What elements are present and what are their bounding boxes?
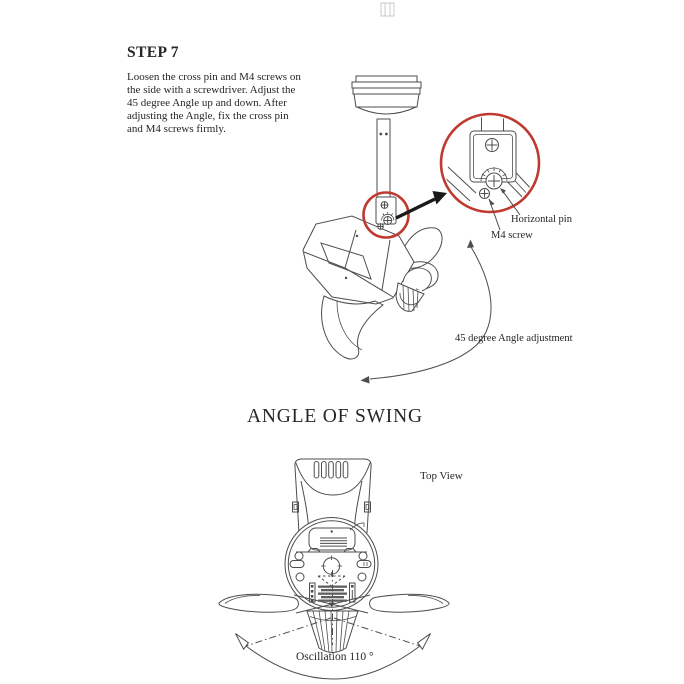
phillips-screw-icon [381,202,388,209]
instruction-line: Loosen the cross pin and M4 screws on [127,71,301,83]
step-instructions [127,71,301,136]
fan-blade-lower [322,296,383,359]
heading-angle-of-swing: ANGLE OF SWING [247,406,423,427]
downrod [377,119,390,197]
instruction-line: the side with a screwdriver. Adjust the [127,84,296,96]
horizontal-pin-screw-icon [486,173,502,189]
m4-screw-icon [378,224,384,230]
ceiling-mount-fragment [381,3,394,16]
label-top-view: Top View [420,470,463,482]
label-horizontal-pin: Horizontal pin [511,214,572,225]
label-m4-screw: M4 screw [491,230,533,241]
phillips-screw-icon [486,139,499,152]
zoom-arrow-icon [396,191,447,218]
m4-screw-icon [480,189,490,199]
step-title: STEP 7 [127,44,179,61]
pivot-joint [376,197,396,229]
instruction-line: and M4 screws firmly. [127,123,226,135]
detail-circle [441,108,539,216]
base-plate [285,518,378,614]
horizontal-pin-screw-icon [384,217,392,225]
instruction-line: 45 degree Angle up and down. After [127,97,287,109]
label-angle-adjustment: 45 degree Angle adjustment [455,333,573,344]
label-oscillation: Oscillation 110 ° [296,651,374,663]
canopy [352,76,421,114]
instruction-line: adjusting the Angle, fix the cross pin [127,110,289,122]
leader-m4-screw [489,199,500,230]
